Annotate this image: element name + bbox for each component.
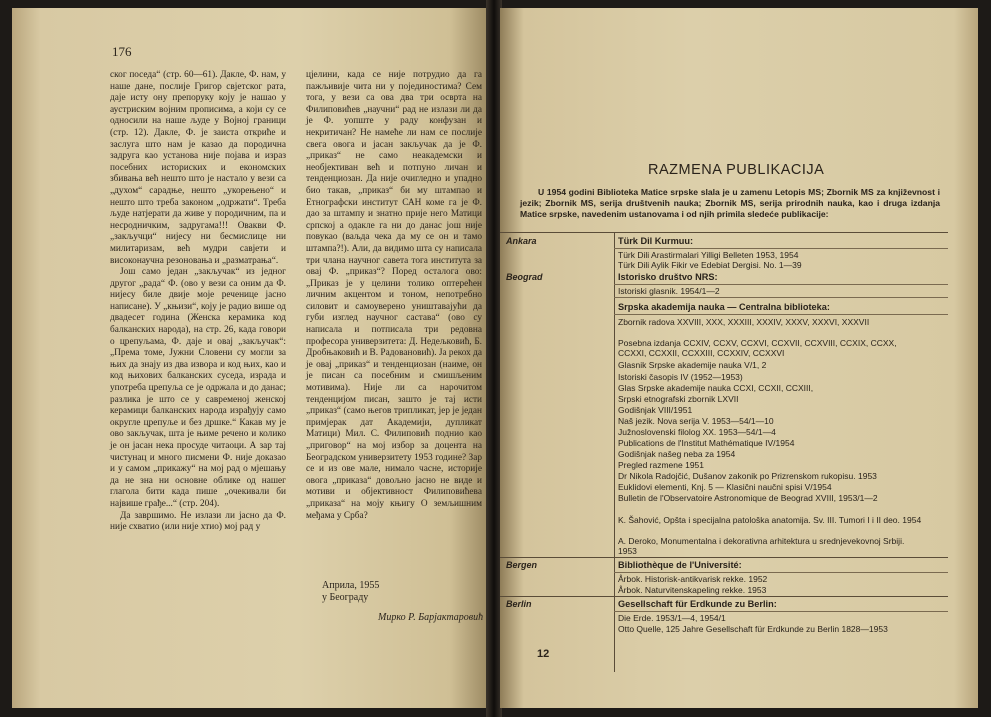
institution-heading: Srpska akademija nauka — Centralna biblioteka:	[618, 302, 830, 312]
paragraph: Још само један „закључак“ из једног другог „рада“ Ф. (ово у вези са оним да Ф. нијесу биле двије моје реченице јасно написане). У „књизи“, коју је радио више од двадесет година (Женска керамика код балканских народа), на стр. 26, када говори о црепуљама, Ф. даје и овај „закључак“: „Према томе, Јужни Словени су могли за њих да знају из два извора и код њих, као и код њихових балканских суседа, израда и употреба црепуља се је одржала и до данас; разлика је што се у савременој женској керамици балканских народа израђују само округле црепуље и без дршке.“ Какав му је ово закључак, шта је њиме речено и колико је он јасан нека просуде читаоци. А зар тај чистунац и много писмени Ф. није доказао и у самом „прикажу“ на мој рад о мјешању да не зна ни основне облике од нашег глагола бити када пише „очекивали би највише грађе...“ (стр. 204).	[110, 267, 286, 509]
city-beograd: Beograd	[506, 272, 543, 282]
table-top-rule	[500, 232, 948, 233]
city-bergen: Bergen	[506, 560, 538, 570]
publication-entry: Pregled razmene 1951	[618, 460, 705, 470]
row-rule	[614, 611, 948, 612]
row-rule	[614, 284, 948, 285]
section-rule	[500, 596, 948, 597]
right-page	[500, 8, 978, 708]
publication-entry: Posebna izdanja CCXIV, CCXV, CCXVI, CCXVII, CCXVIII, CCXIX, CCXX, CCXXI, CCXXII, CCXXIII, CCXXIV, CCXXVI	[618, 338, 897, 359]
signoff-city: у Београду	[322, 592, 369, 603]
publication-entry: Glasnik Srpske akademije nauka V/1, 2	[618, 360, 767, 370]
publication-entry: K. Šahović, Opšta i specijalna patološka anatomija. Sv. III. Tumori I i II deo. 1954	[618, 515, 922, 525]
publication-entry: A. Deroko, Monumentalna i dekorativna arhitektura u srednjevekovnoj Srbiji. 1953	[618, 536, 905, 557]
publication-entry: Die Erde. 1953/1—4, 1954/1	[618, 613, 726, 623]
intro-paragraph: U 1954 godini Biblioteka Matice srpske slala je u zamenu Letopis MS; Zbornik MS za književnost i jezik; Zbornik MS, serija društvenih nauka; Zbornik MS, serija prirodnih nauka, kao i druga izdanja Matice srpske, navedenim ustanovama i od njih primila sledeće publikacije:	[520, 187, 940, 219]
publication-entry: Zbornik radova XXVIII, XXX, XXXIII, XXXIV, XXXV, XXXVI, XXXVII	[618, 317, 870, 327]
institution-heading: Gesellschaft für Erdkunde zu Berlin:	[618, 599, 777, 609]
page-number: 176	[112, 44, 132, 59]
institution-heading: Istorisko društvo NRS:	[618, 272, 718, 282]
signoff-date: Априла, 1955	[322, 580, 380, 591]
paragraph: ског поседа“ (стр. 60—61). Дакле, Ф. нам, у наше дане, послије Григор свјетског рата, даје исту ону препоруку коју је нашао у аустриским војним прописима, а који су се односили на наше људе у Војној граници (стр. 12). Дакле, Ф. је заиста откриће и заслуга што нам је казао да породична задруга као установа није појава и израз посебних историских и економских збивања већ нешто што је настало у вези са „духом“ сарадње, нешто „укорењено“ и нешто што треба законом „одржати“. Треба људе натјерати да живе у породичним, па и несродничким, задругама!!! Овакви Ф. „закључци“ нијесу ни бесмислице ни милитаризам, већ мудри савјети и високонаучна резоновања и „разматрања“.	[110, 70, 286, 266]
publication-entry: Istoriski časopis IV (1952—1953)	[618, 372, 743, 382]
row-rule	[614, 248, 948, 249]
column-divider	[614, 232, 615, 672]
row-rule	[614, 297, 948, 298]
left-page	[12, 8, 488, 708]
publication-entry: Istoriski glasnik. 1954/1—2	[618, 286, 720, 296]
signature-mark: 12	[537, 648, 550, 660]
city-ankara: Ankara	[506, 236, 537, 246]
right-column	[306, 70, 482, 522]
publication-entry: Euklidovi elementi, Knj. 5 — Klasični naučni spisi V/1954	[618, 482, 832, 492]
page-title: RAZMENA PUBLIKACIJA	[648, 162, 825, 178]
publication-entry: Srpski etnografski zbornik LXVII	[618, 394, 739, 404]
publication-entry: Naš jezik. Nova serija V. 1953—54/1—10	[618, 416, 774, 426]
publication-entry: Glas Srpske akademije nauka CCXI, CCXII, CCXIII,	[618, 383, 814, 393]
publication-entry: Dr Nikola Radojčić, Dušanov zakonik po Prizrenskom rukopisu. 1953	[618, 471, 877, 481]
institution-heading: Bibliothèque de l'Université:	[618, 560, 742, 570]
publication-entry: Godišnjak našeg neba za 1954	[618, 449, 736, 459]
publication-entry: Türk Dili Aylik Fikir ve Edebiat Dergisi. No. 1—39	[618, 260, 802, 270]
paragraph: Да завршимо. Не излази ли јасно да Ф. није схватио (или није хтио) мој рад у	[110, 510, 286, 533]
publication-entry: Otto Quelle, 125 Jahre Gesellschaft für Erdkunde zu Berlin 1828—1953	[618, 624, 888, 634]
publication-entry: Årbok. Naturvitenskapeling rekke. 1953	[618, 585, 767, 595]
row-rule	[614, 572, 948, 573]
left-column	[110, 70, 286, 534]
section-rule	[500, 557, 948, 558]
publication-entry: Årbok. Historisk-antikvarisk rekke. 1952	[618, 574, 768, 584]
publication-entry: Južnoslovenski filolog XX. 1953—54/1—4	[618, 427, 776, 437]
institution-heading: Türk Dil Kurmuu:	[618, 236, 694, 246]
publication-entry: Türk Dili Arastirmalari Yilligi Belleten 1953, 1954	[618, 250, 799, 260]
publication-entry: Bulletin de l'Observatoire Astronomique de Beograd XVIII, 1953/1—2	[618, 493, 878, 503]
paragraph: цјелини, када се није потрудио да га пажљивије чита ни у појединостима? Сем тога, у вези са ова два три осврта на Филиповићев „научни“ рад не излази ли да је Ф. уопште у раду конфузан и некритичан? Не намеће ли нам се послије свега овога и јасан закључак да је Ф. „приказ“ не само неакадемски и необјективан већ и потпуно личан и тенденциозан. Да није очигледно и упадно био такав, „приказ“ би му штампао и Етнографски институт САН коме га је Ф. дао за штампу и знатно прије него Матици српској а одакле га ни до данас још није повукао (ваљда чека да му се он и тамо штампа?!). Али, да видимо шта су написала три члана научног савета тога института за овај Ф. „приказ“? Поред осталога ово: „Приказ је у целини толико оптерећен личним акцентом и тоном, непотребно силовит и самоуверено уништавајући да губи изглед научног саставa“ (ово су написала и потписала три редовна професора универзитета: Д. Недељковић, Б. Дробњаковић и В. Радовановић). Ја рекох да је овај „приказ“ и тенденциозан (наиме, он је писан са посебним и смишљеним мотивима). Није ли са нарочитом тенденцијом писан, зашто је тај исти „приказ“ (само његов трипликат, јер је један примјерак дат Академији, дупликат Матици) Мил. С. Филиповић поднио као „приговор“ на мој избор за доцента на Београдском универзитету 1953 године? Зар се и из ове мале, нимало часне, историје овога „приказа“ довољно јасно не виде и мотиви и објективност Филиповићевa „приказа“ на моју књигу О земљишним међама у Срба?	[306, 70, 482, 521]
author-signature: Мирко Р. Барјактаровић	[378, 612, 484, 623]
publication-entry: Godišnjak VIII/1951	[618, 405, 693, 415]
city-berlin: Berlin	[506, 599, 532, 609]
publication-entry: Publications de l'Institut Mathématique IV/1954	[618, 438, 795, 448]
row-rule	[614, 314, 948, 315]
